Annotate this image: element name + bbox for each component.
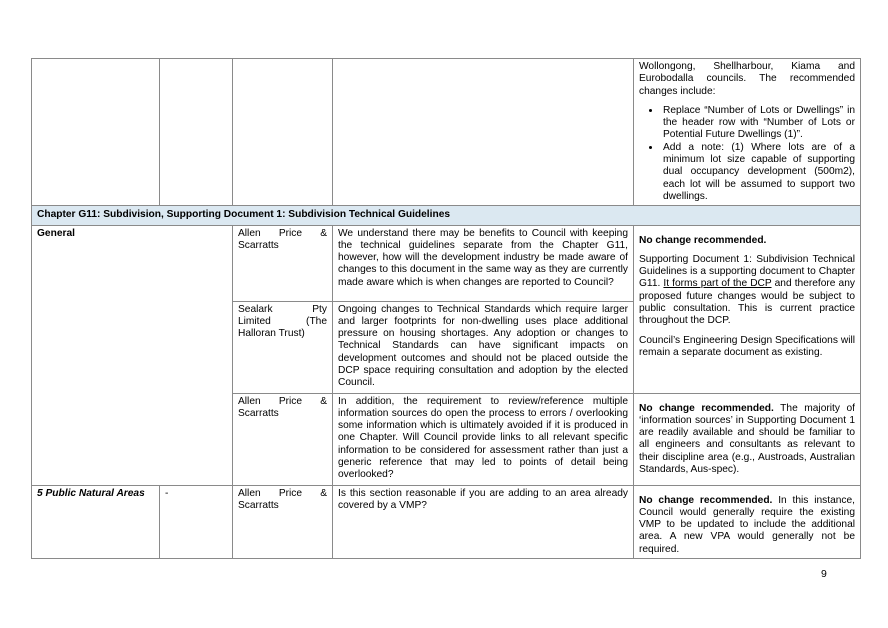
table-row xyxy=(32,225,861,301)
topic-label: 5 Public Natural Areas xyxy=(32,485,160,558)
clause-cell: - xyxy=(160,485,233,558)
submitter-word: Price xyxy=(278,395,303,407)
submitter-line xyxy=(238,228,327,240)
section-heading: Chapter G11: Subdivision, Supporting Document 1: Subdivision Technical Guidelines xyxy=(32,206,861,225)
section-heading-row xyxy=(32,206,861,225)
response-underlined-text: It forms part of the DCP xyxy=(663,278,772,290)
response-cell xyxy=(634,225,861,393)
submitter-cell xyxy=(233,485,333,558)
comment-cell: Is this section reasonable if you are adding to an area already covered by a VMP? xyxy=(333,485,634,558)
submitter-word: Price xyxy=(278,227,303,239)
list-item: • Add a note: (1) Where lots are of a minimum lot size capable of supporting dual occupancy development (500m2), each lot will be assumed to support two dwellings. xyxy=(661,142,855,203)
comment-cell: Ongoing changes to Technical Standards which require larger and larger footprints for non-dwelling uses place additional pressure on housing shortages. Any adoption or changes to Technical Standards can have significant impacts on development outcomes and should not be placed outside the DCP space requiring consultation and adoption by the elected Council. xyxy=(333,301,634,393)
submitter-line xyxy=(238,396,327,408)
table-row xyxy=(32,59,861,206)
submitter-word: & xyxy=(320,227,327,239)
list-item: • Replace “Number of Lots or Dwellings” in the header row with “Number of Lots or Potential Future Dwellings (1)”. xyxy=(661,105,855,142)
cell-empty xyxy=(233,59,333,206)
submitter-line: Halloran Trust) xyxy=(238,328,305,340)
response-text: and therefore any proposed future changes would be subject to public consultation. This is current practice throughout the DCP. xyxy=(639,278,855,327)
submitter-cell xyxy=(233,225,333,301)
response-heading: No change recommended. xyxy=(639,494,773,506)
submitter-line xyxy=(238,316,327,328)
submitter-line: Scarratts xyxy=(238,499,279,511)
cell-empty xyxy=(32,59,160,206)
submitter-line: Scarratts xyxy=(238,407,279,419)
submitter-word: Price xyxy=(278,487,303,499)
response-cell xyxy=(634,393,861,485)
cell-empty xyxy=(333,59,634,206)
submitter-word: Allen xyxy=(238,395,261,407)
submitter-line xyxy=(238,304,327,316)
response-paragraph xyxy=(639,254,855,328)
submitter-word: (The xyxy=(306,315,327,327)
cell-empty xyxy=(160,59,233,206)
response-heading: No change recommended. xyxy=(639,402,774,414)
response-intro: Wollongong, Shellharbour, Kiama and Eurobodalla councils. The recommended changes include: xyxy=(639,61,855,97)
comment-cell: We understand there may be benefits to Council with keeping the technical guidelines separate from the Chapter G11, however, how will the development industry be made aware of changes to this document in the same way as they are currently made aware which is when changes are reported to Council? xyxy=(333,225,634,301)
response-paragraph xyxy=(639,495,855,556)
submitter-word: Limited xyxy=(238,315,271,327)
bullet-list xyxy=(639,105,855,203)
comment-cell: In addition, the requirement to review/reference multiple information sources do open the process to errors / overlooking some information which is ultimately avoided if it is produced in one Chapter. Will Council provide links to all relevant specific information to be considered for assessment rather than just a generic reference that may led to points of detail being overlooked? xyxy=(333,393,634,485)
submitter-cell xyxy=(233,393,333,485)
response-heading: No change recommended. xyxy=(639,234,767,246)
submissions-table xyxy=(31,58,861,559)
response-paragraph: Council’s Engineering Design Specifications will remain a separate document as existing. xyxy=(639,334,855,358)
submitter-word: & xyxy=(320,487,327,499)
response-text: Supporting Document 1: Subdivision Technical Guidelines is a supporting document to Chapter G11. xyxy=(639,253,855,290)
page-number: 9 xyxy=(821,568,827,580)
response-cell xyxy=(634,59,861,206)
submitter-word: Allen xyxy=(238,487,261,499)
table-row xyxy=(32,485,861,558)
submitter-line: Scarratts xyxy=(238,239,279,251)
submitter-word: Pty xyxy=(312,303,327,315)
submitter-word: Allen xyxy=(238,227,261,239)
response-cell xyxy=(634,485,861,558)
submitter-cell xyxy=(233,301,333,393)
submitter-word: Sealark xyxy=(238,303,273,315)
submitter-word: & xyxy=(320,395,327,407)
response-text: In this instance, Council would generally require the existing VMP to be updated to include the additional area. A new VPA would generally not be required. xyxy=(639,494,855,555)
topic-label: General xyxy=(32,225,233,485)
response-paragraph xyxy=(639,403,855,477)
submitter-line xyxy=(238,488,327,500)
response-text: The majority of ‘information sources’ in Supporting Document 1 are readily available and should be familiar to all engineers and consultants as relevant to their discipline area (e.g., Austroads, Australian Standards, Aus-spec). xyxy=(639,402,855,476)
